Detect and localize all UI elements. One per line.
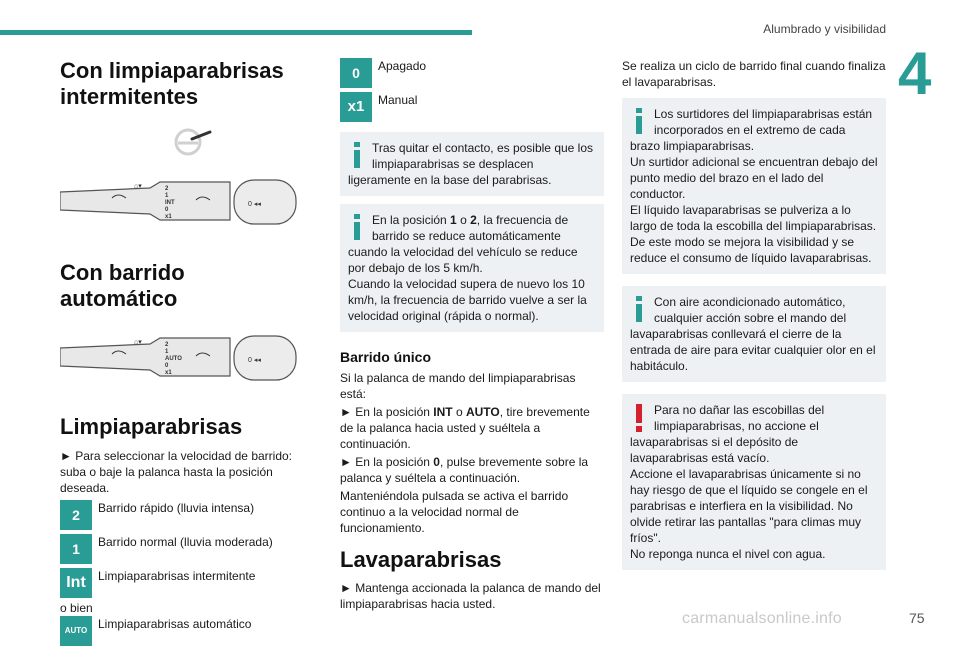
column-left	[60, 58, 300, 646]
position-2-badge: 2	[60, 500, 92, 530]
final-wipe-cycle-text: Se realiza un ciclo de barrido final cuando finaliza el lavaparabrisas.	[622, 59, 886, 89]
heading-auto-wipers: Con barrido automático	[60, 260, 185, 311]
step-0-text-a: ► En la posición	[340, 455, 434, 469]
wiper-stalk-int-diagram	[60, 170, 300, 228]
heading-wipers: Limpiaparabrisas	[60, 414, 243, 439]
item-normal-wipe	[60, 534, 300, 564]
single-wipe-intro: Si la palanca de mando del limpiaparabrisas está:	[340, 371, 576, 401]
note-speed-pos2: 2	[470, 213, 477, 227]
note-jets-text-a: Los surtidores del limpiaparabrisas están incorporados en el extremo de cada brazo limpiaparabrisas.	[630, 107, 873, 153]
step-int-text-c: , tire brevemente de la palanca hacia usted y suéltela a continuación.	[340, 405, 590, 451]
screenwash-step: ► Mantenga accionada la palanca de mando del limpiaparabrisas hacia usted.	[340, 581, 601, 611]
warning-note-washer	[622, 394, 886, 570]
svg-text:⌂▾: ⌂▾	[134, 183, 142, 190]
step-0-pos-0: 0	[433, 455, 440, 469]
single-wipe-step-int	[340, 404, 604, 452]
item-fast-wipe	[60, 500, 300, 530]
step-int-pos-auto: AUTO	[465, 405, 500, 419]
stalk2-label-x1: x1	[165, 370, 172, 376]
header-accent-bar	[0, 30, 472, 35]
chapter-number: 4	[898, 40, 932, 107]
item-manual	[340, 92, 604, 122]
step-0-text-c: , pulse brevemente sobre la palanca y suéltela a continuación.	[340, 455, 589, 485]
item-auto-wipe	[60, 616, 300, 646]
page-number: 75	[909, 610, 925, 626]
item-off	[340, 58, 604, 88]
stalk1-label-2: 2	[165, 186, 169, 192]
stalk2-label-auto: AUTO	[165, 356, 182, 362]
stalk1-label-0: 0	[165, 207, 169, 213]
item-intermittent-wipe	[60, 568, 300, 598]
warning-text-a: Para no dañar las escobillas del limpiaparabrisas, no accione el lavaparabrisas si el depósito de lavaparabrisas está vacío.	[630, 403, 825, 465]
position-x1-badge: x1	[340, 92, 372, 122]
svg-text:⌂▾: ⌂▾	[134, 339, 142, 346]
info-note-air-conditioning	[622, 286, 886, 382]
heading-screenwash: Lavaparabrisas	[340, 547, 502, 572]
info-icon	[354, 142, 360, 168]
item-auto-wipe-text: Limpiaparabrisas automático	[98, 617, 252, 631]
svg-text:0 ◂◂: 0 ◂◂	[248, 357, 261, 364]
info-icon	[636, 108, 642, 134]
position-1-badge: 1	[60, 534, 92, 564]
info-note-speed	[340, 204, 604, 332]
steering-wheel-icon	[170, 126, 214, 156]
position-0-badge: 0	[340, 58, 372, 88]
stalk1-label-x1: x1	[165, 214, 172, 220]
item-normal-wipe-text: Barrido normal (lluvia moderada)	[98, 535, 273, 549]
warning-text-b: Accione el lavaparabrisas únicamente si no hay riesgo de que el líquido se congele en el parabrisas e interfiera en la visibilidad. No olvide retirar las pantallas "para climas muy fríos".	[630, 467, 868, 545]
stalk2-label-2: 2	[165, 342, 169, 348]
note-speed-text-a: En la posición	[372, 213, 451, 227]
section-header-title: Alumbrado y visibilidad	[763, 22, 886, 36]
position-auto-badge: AUTO	[60, 616, 92, 646]
step-int-pos-int: INT	[433, 405, 453, 419]
item-off-text: Apagado	[378, 59, 427, 73]
position-int-badge: Int	[60, 568, 92, 598]
wipers-intro: ► Para seleccionar la velocidad de barrido: suba o baje la palanca hasta la posición deseada.	[60, 449, 293, 495]
column-right	[622, 58, 886, 578]
item-intermittent-wipe-text: Limpiaparabrisas intermitente	[98, 569, 256, 583]
single-wipe-step-0	[340, 454, 604, 486]
note-jets-text-b: Un surtidor adicional se encuentran debajo del punto medio del brazo en el lado del conductor.	[630, 155, 878, 201]
stalk1-label-1: 1	[165, 193, 169, 199]
info-note-ignition-off	[340, 132, 604, 196]
continuous-wipe-text: Manteniéndola pulsada se activa el barrido continuo a la velocidad normal de funcionamiento.	[340, 489, 569, 535]
stalk2-label-0: 0	[165, 363, 169, 369]
svg-text:0 ◂◂: 0 ◂◂	[248, 201, 261, 208]
step-int-text-or: o	[452, 405, 466, 419]
watermark: carmanualsonline.info	[682, 610, 842, 627]
warning-icon	[636, 404, 642, 432]
item-fast-wipe-text: Barrido rápido (lluvia intensa)	[98, 501, 255, 515]
info-icon	[636, 296, 642, 322]
note-speed-text-e: Cuando la velocidad supera de nuevo los 10 km/h, la frecuencia de barrido vuelve a ser la velocidad original (rápida o normal).	[348, 277, 587, 323]
info-note-ignition-off-text: Tras quitar el contacto, es posible que los limpiaparabrisas se desplacen ligeramente en la base del parabrisas.	[348, 141, 594, 187]
note-air-conditioning-text: Con aire acondicionado automático, cualquier acción sobre el mando del lavaparabrisas conllevará el cierre de la entrada de aire para evitar cualquier olor en el habitáculo.	[630, 295, 876, 373]
wiper-stalk-auto-diagram	[60, 326, 300, 384]
column-middle	[340, 58, 604, 614]
note-jets-text-c: El líquido lavaparabrisas se pulveriza a lo largo de toda la escobilla del limpiaparabrisas. De este modo se mejora la visibilidad y se reduce el consumo de líquido lavaparabrisas.	[630, 203, 877, 265]
heading-intermittent-wipers: Con limpiaparabrisas intermitentes	[60, 58, 284, 109]
note-speed-text-d: , la frecuencia de barrido se reduce automáticamente cuando la velocidad del vehículo se reduce por debajo de los 5 km/h.	[348, 213, 578, 275]
item-manual-text: Manual	[378, 93, 418, 107]
stalk2-label-1: 1	[165, 349, 169, 355]
note-speed-pos1: 1	[450, 213, 457, 227]
warning-text-c: No reponga nunca el nivel con agua.	[630, 547, 826, 561]
info-icon	[354, 214, 360, 240]
info-note-jets	[622, 98, 886, 274]
stalk1-label-int: INT	[165, 200, 175, 206]
step-int-text-a: ► En la posición	[340, 405, 434, 419]
heading-single-wipe: Barrido único	[340, 349, 432, 365]
or-text: o bien	[60, 601, 93, 615]
note-speed-text-or: o	[456, 213, 471, 227]
